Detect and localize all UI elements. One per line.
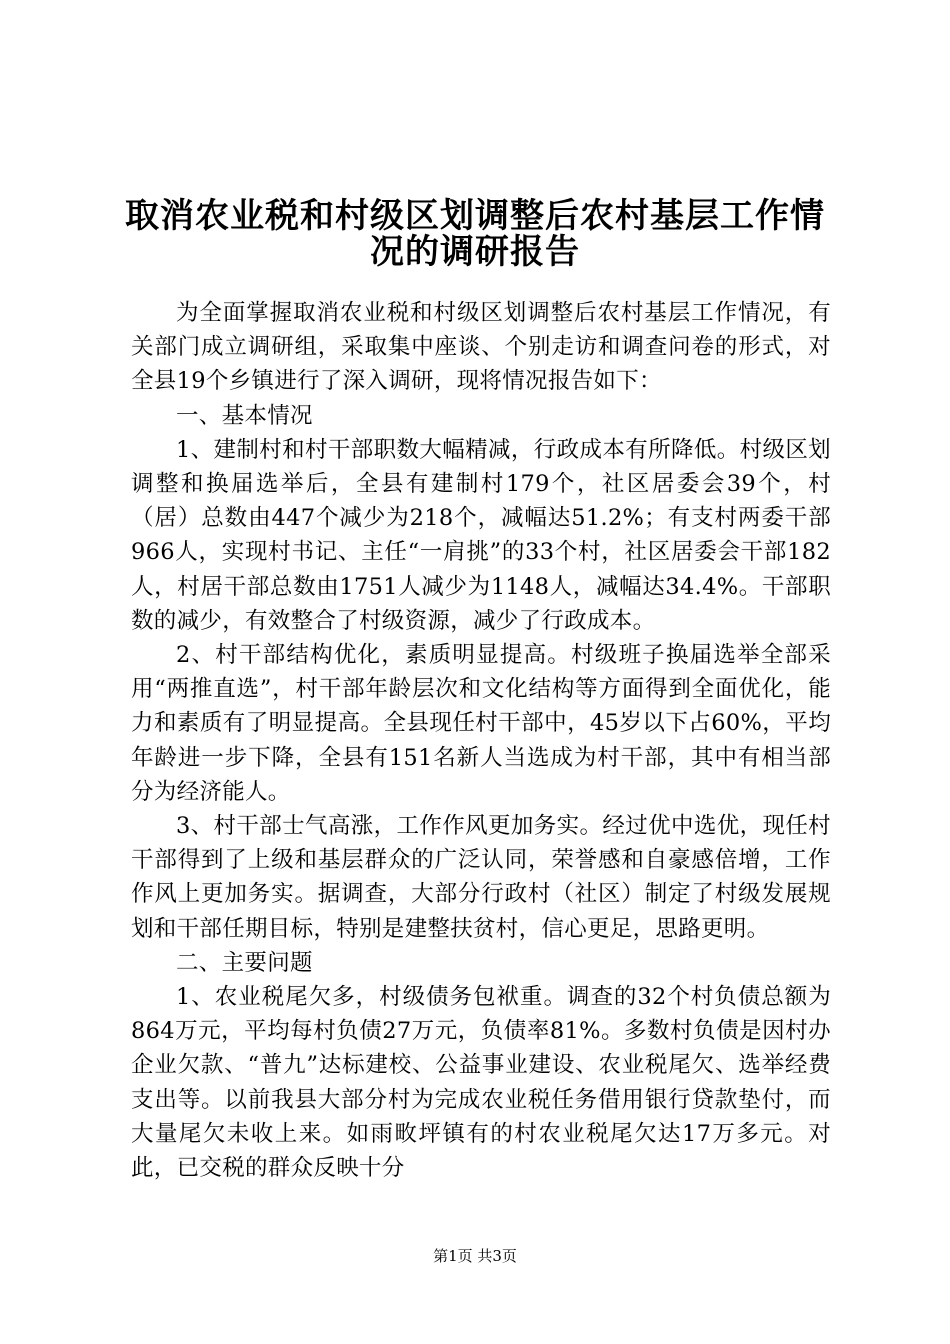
paragraph-basic-2: 2、村干部结构优化，素质明显提高。村级班子换届选举全部采用“两推直选”，村干部年龄层次和文化结构等方面得到全面优化，能力和素质有了明显提高。全县现任村干部中，45岁以下占60%，平均年龄进一步下降，全县有151名新人当选成为村干部，其中有相当部分为经济能人。 bbox=[131, 642, 831, 805]
document-title-line-2: 况的调研报告 bbox=[370, 232, 580, 272]
paragraph-problem-1: 1、农业税尾欠多，村级债务包袱重。调查的32个村负债总额为864万元，平均每村负债27万元，负债率81%。多数村负债是因村办企业欠款、“普九”达标建校、公益事业建设、农业税尾欠、选举经费支出等。以前我县大部分村为完成农业税任务借用银行贷款垫付，而大量尾欠未收上来。如雨畋坪镇有的村农业税尾欠达17万多元。对此，已交税的群众反映十分 bbox=[131, 984, 831, 1182]
paragraph-basic-3: 3、村干部士气高涨，工作作风更加务实。经过优中选优，现任村干部得到了上级和基层群众的广泛认同，荣誉感和自豪感倍增，工作作风上更加务实。据调查，大部分行政村（社区）制定了村级发展规划和干部任期目标，特别是建整扶贫村，信心更足，思路更明。 bbox=[131, 813, 831, 942]
intro-paragraph: 为全面掌握取消农业税和村级区划调整后农村基层工作情况，有关部门成立调研组，采取集中座谈、个别走访和调查问卷的形式，对全县19个乡镇进行了深入调研，现将情况报告如下： bbox=[131, 300, 831, 395]
document-body bbox=[131, 296, 831, 1185]
section-heading-basic-situation: 一、基本情况 bbox=[176, 402, 313, 429]
document-title-line-1: 取消农业税和村级区划调整后农村基层工作情 bbox=[125, 196, 825, 236]
section-heading-main-problems: 二、主要问题 bbox=[176, 949, 313, 976]
page-footer: 第1页 共3页 bbox=[433, 1247, 517, 1265]
paragraph-basic-1: 1、建制村和村干部职数大幅精减，行政成本有所降低。村级区划调整和换届选举后，全县有建制村179个，社区居委会39个，村（居）总数由447个减少为218个，减幅达51.2%；有支村两委干部966人，实现村书记、主任“一肩挑”的33个村，社区居委会干部182人，村居干部总数由1751人减少为1148人，减幅达34.4%。干部职数的减少，有效整合了村级资源，减少了行政成本。 bbox=[131, 436, 831, 634]
